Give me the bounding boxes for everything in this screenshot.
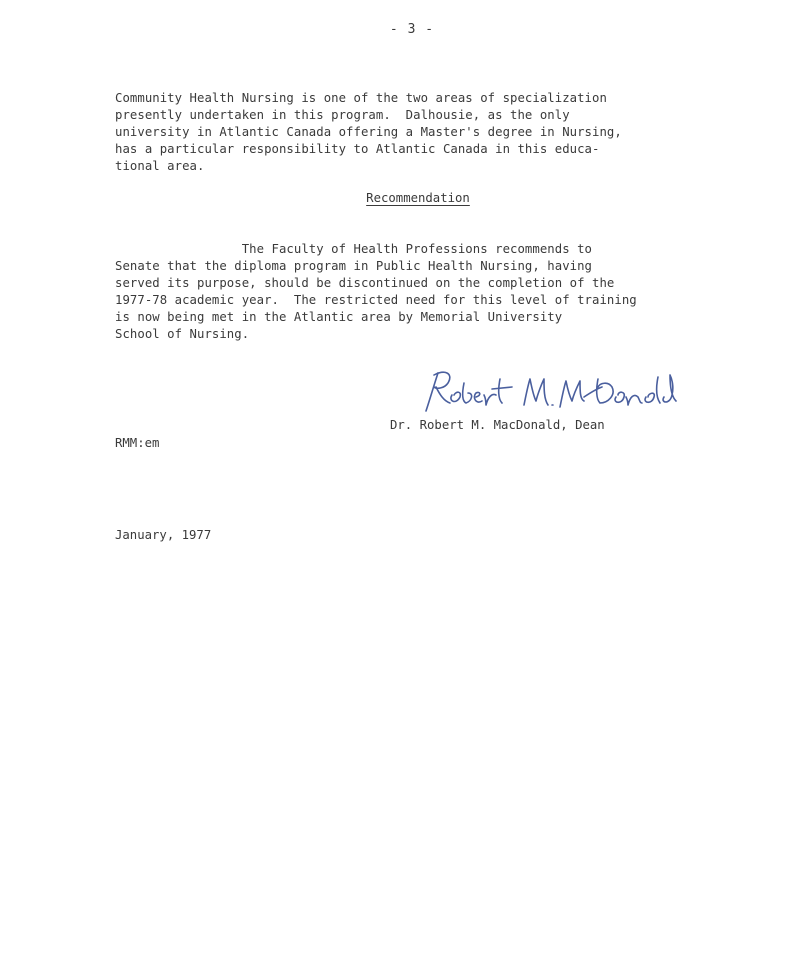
paragraph2-line-4: 1977-78 academic year. The restricted need for this level of training	[115, 293, 637, 307]
paragraph1-line-2: presently undertaken in this program. Dalhousie, as the only	[115, 108, 570, 122]
paragraph2-line-5: is now being met in the Atlantic area by Memorial University	[115, 310, 563, 324]
paragraph1-line-3: university in Atlantic Canada offering a Master's degree in Nursing,	[115, 125, 622, 139]
page-number: - 3 -	[389, 22, 435, 37]
handwritten-signature	[420, 365, 680, 425]
section-heading	[18, 191, 800, 205]
section-heading-text: Recommendation	[366, 191, 470, 205]
typist-initials: RMM:em	[115, 436, 160, 450]
document-date: January, 1977	[115, 528, 212, 542]
signer-name-title: Dr. Robert M. MacDonald, Dean	[390, 418, 605, 432]
paragraph2-line-3: served its purpose, should be discontinued on the completion of the	[115, 276, 615, 290]
paragraph1-line-1: Community Health Nursing is one of the two areas of specialization	[115, 91, 607, 105]
paragraph2-line-2: Senate that the diploma program in Public Health Nursing, having	[115, 259, 593, 273]
paragraph2-line-6: School of Nursing.	[115, 327, 250, 341]
paragraph2-line-1: The Faculty of Health Professions recommends to	[115, 242, 593, 256]
paragraph1-line-4: has a particular responsibility to Atlantic Canada in this educa-	[115, 142, 600, 156]
paragraph1-line-5: tional area.	[115, 159, 205, 173]
